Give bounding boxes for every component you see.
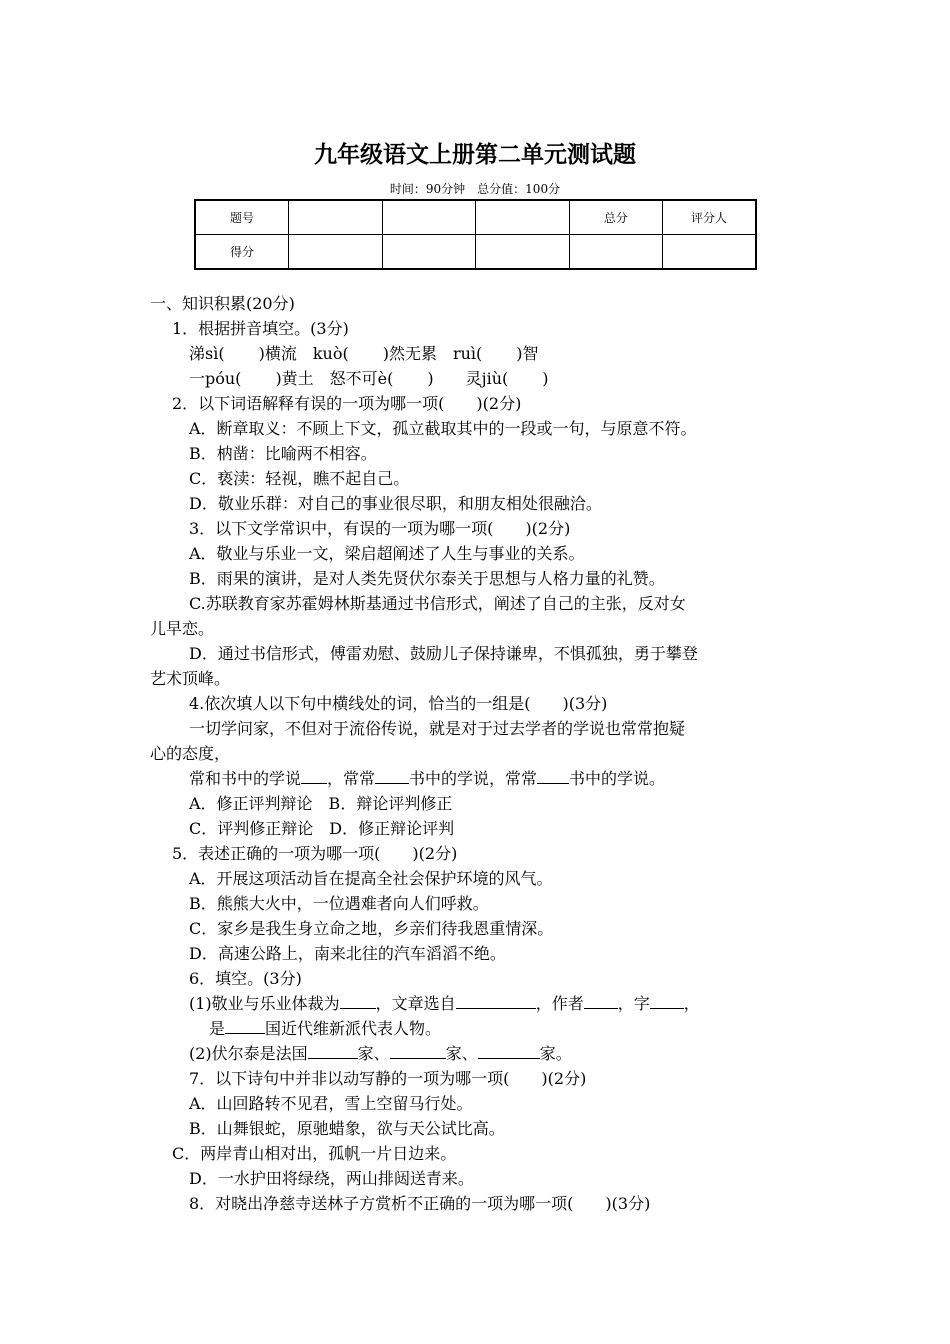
score-table-row-score <box>195 235 756 270</box>
answer-blank[interactable] <box>390 1044 446 1059</box>
score-cell <box>289 235 383 270</box>
page-title: 九年级语文上册第二单元测试题 <box>314 142 636 168</box>
answer-blank[interactable] <box>225 1019 265 1034</box>
score-cell <box>663 235 757 270</box>
answer-blank[interactable] <box>478 1044 540 1059</box>
fill-text: ， <box>683 994 700 1013</box>
passage-line: 心的态度， <box>150 744 231 763</box>
fill-blank-sentence <box>189 769 665 789</box>
fill-line-3 <box>189 1044 572 1064</box>
option-c: C.苏联教育家苏霍姆林斯基通过书信形式，阐述了自己的主张，反对女 <box>189 594 686 613</box>
answer-blank[interactable] <box>301 769 327 784</box>
option-a: A．山回路转不见君，雪上空留马行处。 <box>189 1094 473 1113</box>
answer-blank[interactable] <box>537 769 569 784</box>
score-table <box>194 199 757 270</box>
options-cd: C．评判修正辩论 D．修正辩论评判 <box>189 819 455 838</box>
fill-line-1 <box>189 994 700 1014</box>
passage-line: 一切学问家，不但对于流俗传说，就是对于过去学者的学说也常常抱疑 <box>189 719 686 738</box>
option-b: B．雨果的演讲，是对人类先贤伏尔泰关于思想与人格力量的礼赞。 <box>189 569 665 588</box>
answer-blank[interactable] <box>650 994 684 1009</box>
pinyin-text: )智 <box>516 344 539 363</box>
pinyin-line-2 <box>189 369 549 389</box>
option-b: B．熊熊大火中，一位遇难者向人们呼救。 <box>189 894 489 913</box>
option-b: B．山舞银蛇，原驰蜡象，欲与天公试比高。 <box>189 1119 505 1138</box>
question-stem: 4.依次填人以下句中横线处的词，恰当的一组是( )(3分) <box>189 694 608 713</box>
pinyin-text: )然无累 ruì( <box>382 344 483 363</box>
question-stem: 1．根据拼音填空。(3分) <box>172 319 349 338</box>
fill-text: 家。 <box>539 1044 572 1063</box>
score-cell: 得分 <box>195 235 289 270</box>
pinyin-text: 涕sì( <box>189 344 225 363</box>
score-cell <box>476 200 570 235</box>
option-d: D．高速公路上，南来北往的汽车滔滔不绝。 <box>189 944 506 963</box>
question-stem: 7．以下诗句中并非以动写静的一项为哪一项( )(2分) <box>189 1069 587 1088</box>
answer-blank[interactable] <box>340 994 376 1009</box>
option-a: A．敬业与乐业一文，梁启超阐述了人生与事业的关系。 <box>189 544 585 563</box>
option-d: D．通过书信形式，傅雷劝慰、鼓励儿子保持谦卑，不惧孤独，勇于攀登 <box>189 644 698 663</box>
option-b: B．枘凿：比喻两不相容。 <box>189 444 377 463</box>
answer-blank[interactable] <box>584 994 618 1009</box>
fill-text: ，字 <box>617 994 650 1013</box>
question-stem: 8．对晓出净慈寺送林子方赏析不正确的一项为哪一项( )(3分) <box>189 1194 651 1213</box>
answer-blank[interactable] <box>456 994 536 1009</box>
question-stem: 6．填空。(3分) <box>189 969 302 988</box>
option-d-continued: 艺术顶峰。 <box>150 669 231 688</box>
pinyin-line-1 <box>189 344 539 364</box>
pinyin-text: ) <box>542 369 549 388</box>
option-a: A．断章取义：不顾上下文，孤立截取其中的一段或一句，与原意不符。 <box>189 419 697 438</box>
option-c: C．家乡是我生身立命之地，乡亲们待我恩重情深。 <box>189 919 554 938</box>
sentence-text: ，常常 <box>327 769 376 788</box>
exam-time-and-score: 时间：90分钟 总分值：100分 <box>389 182 561 196</box>
sentence-text: 书中的学说，常常 <box>409 769 538 788</box>
score-cell: 题号 <box>195 200 289 235</box>
sentence-text: 常和书中的学说 <box>189 769 302 788</box>
fill-text: 国近代维新派代表人物。 <box>265 1019 442 1038</box>
option-a: A．开展这项活动旨在提高全社会保护环境的风气。 <box>189 869 553 888</box>
fill-text: 是 <box>209 1019 226 1038</box>
answer-blank[interactable] <box>308 1044 358 1059</box>
pinyin-text: )黄土 怒不可è( <box>275 369 394 388</box>
question-stem: 3．以下文学常识中，有误的一项为哪一项( )(2分) <box>189 519 571 538</box>
fill-text: (1)敬业与乐业体裁为 <box>189 994 340 1013</box>
score-table-row-header <box>195 200 756 235</box>
score-cell <box>382 235 476 270</box>
question-stem: 2．以下词语解释有误的一项为哪一项( )(2分) <box>172 394 522 413</box>
answer-blank[interactable] <box>375 769 409 784</box>
pinyin-text: ) 灵jiù( <box>427 369 509 388</box>
fill-text: 家、 <box>445 1044 478 1063</box>
score-cell <box>289 200 383 235</box>
option-c-continued: 儿早恋。 <box>150 619 215 638</box>
score-cell <box>476 235 570 270</box>
pinyin-text: 一póu( <box>189 369 242 388</box>
fill-text: (2)伏尔泰是法国 <box>189 1044 308 1063</box>
sentence-text: 书中的学说。 <box>569 769 666 788</box>
score-cell: 总分 <box>569 200 663 235</box>
score-cell <box>569 235 663 270</box>
score-cell: 评分人 <box>663 200 757 235</box>
options-ab: A．修正评判辩论 B．辩论评判修正 <box>189 794 453 813</box>
option-c: C．亵渎：轻视，瞧不起自己。 <box>189 469 410 488</box>
option-d: D．敬业乐群：对自己的事业很尽职，和朋友相处很融洽。 <box>189 494 602 513</box>
fill-text: ，文章选自 <box>375 994 456 1013</box>
option-c: C．两岸青山相对出，孤帆一片日边来。 <box>172 1144 457 1163</box>
option-d: D．一水护田将绿绕，两山排闼送青来。 <box>189 1169 474 1188</box>
score-cell <box>382 200 476 235</box>
fill-line-2 <box>209 1019 441 1039</box>
fill-text: 家、 <box>357 1044 390 1063</box>
fill-text: ，作者 <box>535 994 584 1013</box>
pinyin-text: )横流 kuò( <box>258 344 349 363</box>
question-stem: 5．表述正确的一项为哪一项( )(2分) <box>172 844 458 863</box>
section-heading: 一、知识积累(20分) <box>150 294 295 313</box>
